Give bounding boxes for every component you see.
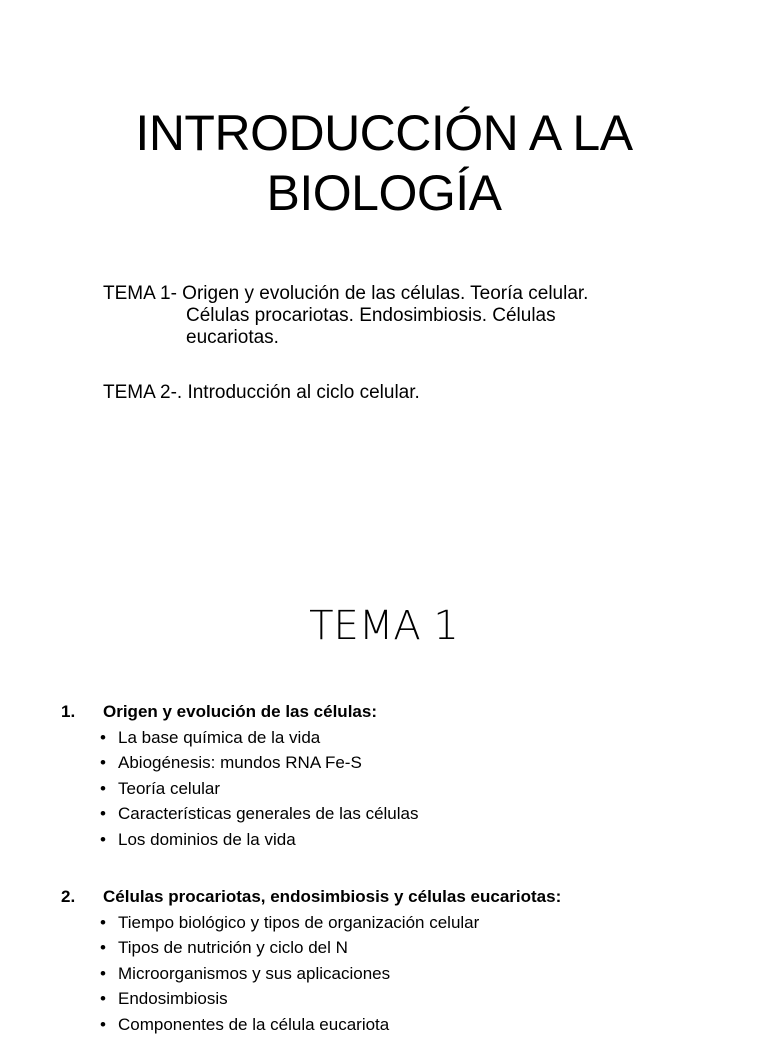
section-2-list: [61, 910, 561, 1037]
bullet-icon: •: [100, 725, 106, 751]
section-2-title-text: Células procariotas, endosimbiosis y células eucariotas:: [103, 887, 561, 906]
topic-1-line-1: TEMA 1- Origen y evolución de las células. Teoría celular.: [103, 283, 588, 305]
list-item: [100, 801, 418, 827]
bullet-icon: •: [100, 1012, 106, 1037]
list-item: [100, 986, 561, 1012]
list-item-text: Endosimbiosis: [118, 989, 228, 1008]
list-item-text: Teoría celular: [118, 779, 220, 798]
list-item-text: La base química de la vida: [118, 728, 320, 747]
list-item-text: Tiempo biológico y tipos de organización celular: [118, 913, 479, 932]
topic-heading: TEMA 1: [0, 602, 768, 650]
topic-2: TEMA 2-. Introducción al ciclo celular.: [103, 382, 420, 404]
bullet-icon: •: [100, 801, 106, 827]
section-1-title-text: Origen y evolución de las células:: [103, 702, 377, 721]
section-1-title: [61, 699, 418, 725]
list-item: [100, 910, 561, 936]
slide-title: [0, 103, 768, 223]
bullet-icon: •: [100, 935, 106, 961]
list-item: [100, 750, 418, 776]
slide-title-line-2: BIOLOGÍA: [0, 163, 768, 223]
slide-title-line-1: INTRODUCCIÓN A LA: [0, 103, 768, 163]
list-item-text: Características generales de las células: [118, 804, 418, 823]
section-2-title: [61, 884, 561, 910]
list-item-text: Microorganismos y sus aplicaciones: [118, 964, 390, 983]
list-item-text: Los dominios de la vida: [118, 830, 296, 849]
list-item: [100, 1012, 561, 1037]
bullet-icon: •: [100, 910, 106, 936]
list-item-text: Abiogénesis: mundos RNA Fe-S: [118, 753, 362, 772]
list-item: [100, 827, 418, 853]
topic-1-line-2: Células procariotas. Endosimbiosis. Células: [103, 305, 588, 327]
bullet-icon: •: [100, 961, 106, 987]
list-item-text: Componentes de la célula eucariota: [118, 1015, 389, 1034]
section-1: [61, 699, 418, 852]
bullet-icon: •: [100, 776, 106, 802]
section-1-list: [61, 725, 418, 853]
bullet-icon: •: [100, 986, 106, 1012]
list-item: [100, 776, 418, 802]
list-item: [100, 961, 561, 987]
title-slide: [0, 0, 768, 512]
list-item: [100, 935, 561, 961]
bullet-icon: •: [100, 750, 106, 776]
topic-1: [103, 283, 588, 349]
list-item-text: Tipos de nutrición y ciclo del N: [118, 938, 348, 957]
topic-1-line-3: eucariotas.: [103, 327, 588, 349]
section-2-number: 2.: [61, 884, 103, 910]
list-item: [100, 725, 418, 751]
section-1-number: 1.: [61, 699, 103, 725]
topic-slide: [0, 512, 768, 1024]
section-2: [61, 884, 561, 1037]
bullet-icon: •: [100, 827, 106, 853]
